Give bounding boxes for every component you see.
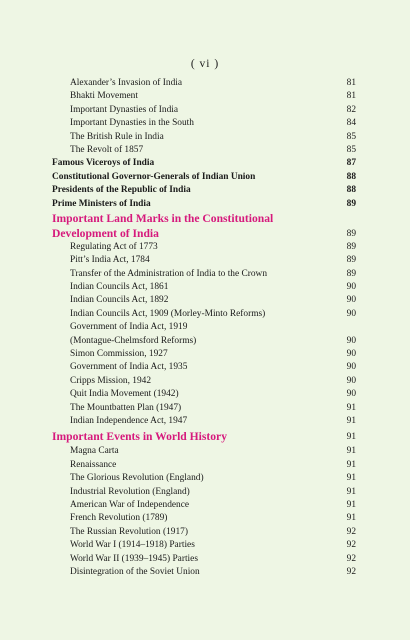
toc-entry-title: Magna Carta — [70, 446, 119, 457]
toc-entry[interactable] — [0, 539, 410, 552]
toc-entry[interactable] — [0, 104, 410, 117]
toc-entry-page: 89 — [346, 198, 356, 209]
toc-entry-title: Prime Ministers of India — [52, 198, 151, 209]
toc-entry[interactable] — [0, 241, 410, 254]
toc-entry-title: The Revolt of 1857 — [70, 144, 144, 155]
section-heading-page: 89 — [346, 228, 356, 239]
toc-entry-title: World War II (1939–1945) Parties — [70, 553, 198, 564]
toc-entry-title: Indian Councils Act, 1909 (Morley-Minto Reforms) — [70, 308, 266, 319]
toc-entry-title: Indian Councils Act, 1861 — [70, 282, 169, 293]
toc-entry[interactable] — [0, 512, 410, 525]
toc-entry-page: 89 — [346, 268, 356, 279]
toc-entry-page: 91 — [346, 446, 356, 457]
toc-entry-title: The Russian Revolution (1917) — [70, 526, 188, 537]
toc-entry-title: Important Dynasties in the South — [70, 118, 194, 129]
toc-entry-page: 82 — [346, 104, 356, 115]
toc-entry-title: The British Rule in India — [70, 131, 164, 142]
toc-entry-title: Simon Commission, 1927 — [70, 349, 168, 360]
toc-entry[interactable] — [0, 499, 410, 512]
toc-entry-multiline-cont[interactable] — [0, 335, 410, 348]
toc-entry-page: 84 — [346, 118, 356, 129]
toc-entry[interactable] — [0, 294, 410, 307]
toc-entry[interactable] — [0, 486, 410, 499]
toc-entry[interactable] — [0, 388, 410, 401]
toc-chapter-entry[interactable] — [0, 157, 410, 170]
toc-entry-page: 90 — [346, 349, 356, 360]
section-heading-world-history[interactable] — [0, 429, 410, 445]
toc-entry-title: The Mountbatten Plan (1947) — [70, 402, 182, 413]
toc-entry[interactable] — [0, 281, 410, 294]
toc-entry-title: Famous Viceroys of India — [52, 158, 155, 169]
toc-entry-page: 90 — [346, 282, 356, 293]
toc-entry[interactable] — [0, 77, 410, 90]
toc-entry[interactable] — [0, 415, 410, 428]
toc-entry-page: 91 — [346, 486, 356, 497]
toc-entry-page: 91 — [346, 473, 356, 484]
toc-entry-page: 81 — [346, 78, 356, 88]
toc-entry[interactable] — [0, 459, 410, 472]
toc-entry[interactable] — [0, 90, 410, 103]
toc-group-bold — [0, 157, 410, 211]
toc-entry-page: 90 — [346, 362, 356, 373]
toc-entry-title: Presidents of the Republic of India — [52, 185, 191, 196]
toc-entry-page: 90 — [346, 295, 356, 306]
toc-entry-page: 90 — [346, 375, 356, 386]
toc-entry-title: Transfer of the Administration of India to the Crown — [70, 268, 268, 279]
toc-entry-title: Important Dynasties of India — [70, 104, 179, 115]
toc-entry-title: Industrial Revolution (England) — [70, 486, 190, 497]
toc-entry[interactable] — [0, 131, 410, 144]
toc-entry-title: Indian Councils Act, 1892 — [70, 295, 169, 306]
toc-entry-title: Renaissance — [70, 459, 117, 470]
toc-entry[interactable] — [0, 566, 410, 579]
toc-entry-title: Alexander’s Invasion of India — [70, 78, 183, 88]
toc-entry[interactable] — [0, 268, 410, 281]
toc-entry-title: Government of India Act, 1935 — [70, 362, 188, 373]
toc-entry-page: 91 — [346, 499, 356, 510]
toc-entry-page: 90 — [346, 308, 356, 319]
toc-entry-page: 91 — [346, 402, 356, 413]
toc-entry-page: 92 — [346, 566, 356, 577]
toc-entry-page: 87 — [346, 158, 356, 169]
toc-entry[interactable] — [0, 361, 410, 374]
toc-entry-title: Disintegration of the Soviet Union — [70, 566, 200, 577]
toc-entry-title: The Glorious Revolution (England) — [70, 473, 204, 484]
toc-entry-title: Cripps Mission, 1942 — [70, 375, 152, 386]
toc-entry[interactable] — [0, 254, 410, 267]
section-heading-constitutional-cont[interactable] — [0, 226, 410, 241]
section-heading-line2: Development of India — [52, 226, 159, 240]
toc-entry-page: 92 — [346, 553, 356, 564]
toc-entry-page: 88 — [346, 171, 356, 182]
toc-chapter-entry[interactable] — [0, 198, 410, 211]
toc-entry-page: 90 — [346, 389, 356, 400]
toc-entry-title: American War of Independence — [70, 499, 190, 510]
toc-entry-title: Bhakti Movement — [70, 91, 138, 102]
toc-entry-title-line1: Government of India Act, 1919 — [70, 322, 188, 333]
toc-entry-page: 88 — [346, 185, 356, 196]
toc-entry-page: 92 — [346, 540, 356, 551]
toc-entry[interactable] — [0, 526, 410, 539]
toc-entry[interactable] — [0, 553, 410, 566]
toc-group-constitutional — [0, 241, 410, 428]
toc-entry-page: 81 — [346, 91, 356, 102]
page-number: ( vi ) — [190, 58, 220, 70]
toc-chapter-entry[interactable] — [0, 171, 410, 184]
toc-entry[interactable] — [0, 117, 410, 130]
toc-group-history — [0, 77, 410, 157]
toc-chapter-entry[interactable] — [0, 184, 410, 197]
toc-entry-multiline[interactable] — [0, 321, 410, 334]
section-heading-page: 91 — [346, 432, 356, 443]
toc-entry-title: Indian Independence Act, 1947 — [70, 415, 188, 426]
toc-entry[interactable] — [0, 144, 410, 157]
toc-entry-page: 90 — [346, 335, 356, 346]
section-heading-line1: Important Land Marks in the Constitutional — [52, 211, 274, 225]
toc-entry-title: Regulating Act of 1773 — [70, 241, 158, 252]
toc-entry-page: 89 — [346, 241, 356, 252]
toc-group-world-history — [0, 445, 410, 579]
toc-entry[interactable] — [0, 308, 410, 321]
toc-entry-title-line2: (Montague-Chelmsford Reforms) — [70, 335, 197, 346]
toc-entry-page: 85 — [346, 131, 356, 142]
toc-entry-page: 91 — [346, 415, 356, 426]
section-heading-title: Important Events in World History — [52, 430, 227, 444]
toc-entry-page: 85 — [346, 144, 356, 155]
toc-entry[interactable] — [0, 445, 410, 458]
toc-entry-title: French Revolution (1789) — [70, 513, 168, 524]
section-heading-constitutional[interactable] — [0, 211, 410, 226]
toc-entry[interactable] — [0, 375, 410, 388]
table-of-contents — [0, 77, 410, 579]
toc-entry-title: Constitutional Governor-Generals of Indian Union — [52, 171, 256, 182]
toc-entry-title: Quit India Movement (1942) — [70, 389, 179, 400]
toc-entry-title: Pitt’s India Act, 1784 — [70, 255, 150, 266]
toc-entry[interactable] — [0, 402, 410, 415]
toc-entry[interactable] — [0, 348, 410, 361]
toc-entry-page: 91 — [346, 513, 356, 524]
toc-entry-page: 89 — [346, 255, 356, 266]
toc-entry-page: 91 — [346, 459, 356, 470]
toc-entry[interactable] — [0, 472, 410, 485]
toc-entry-page: 92 — [346, 526, 356, 537]
toc-entry-title: World War I (1914–1918) Parties — [70, 540, 195, 551]
